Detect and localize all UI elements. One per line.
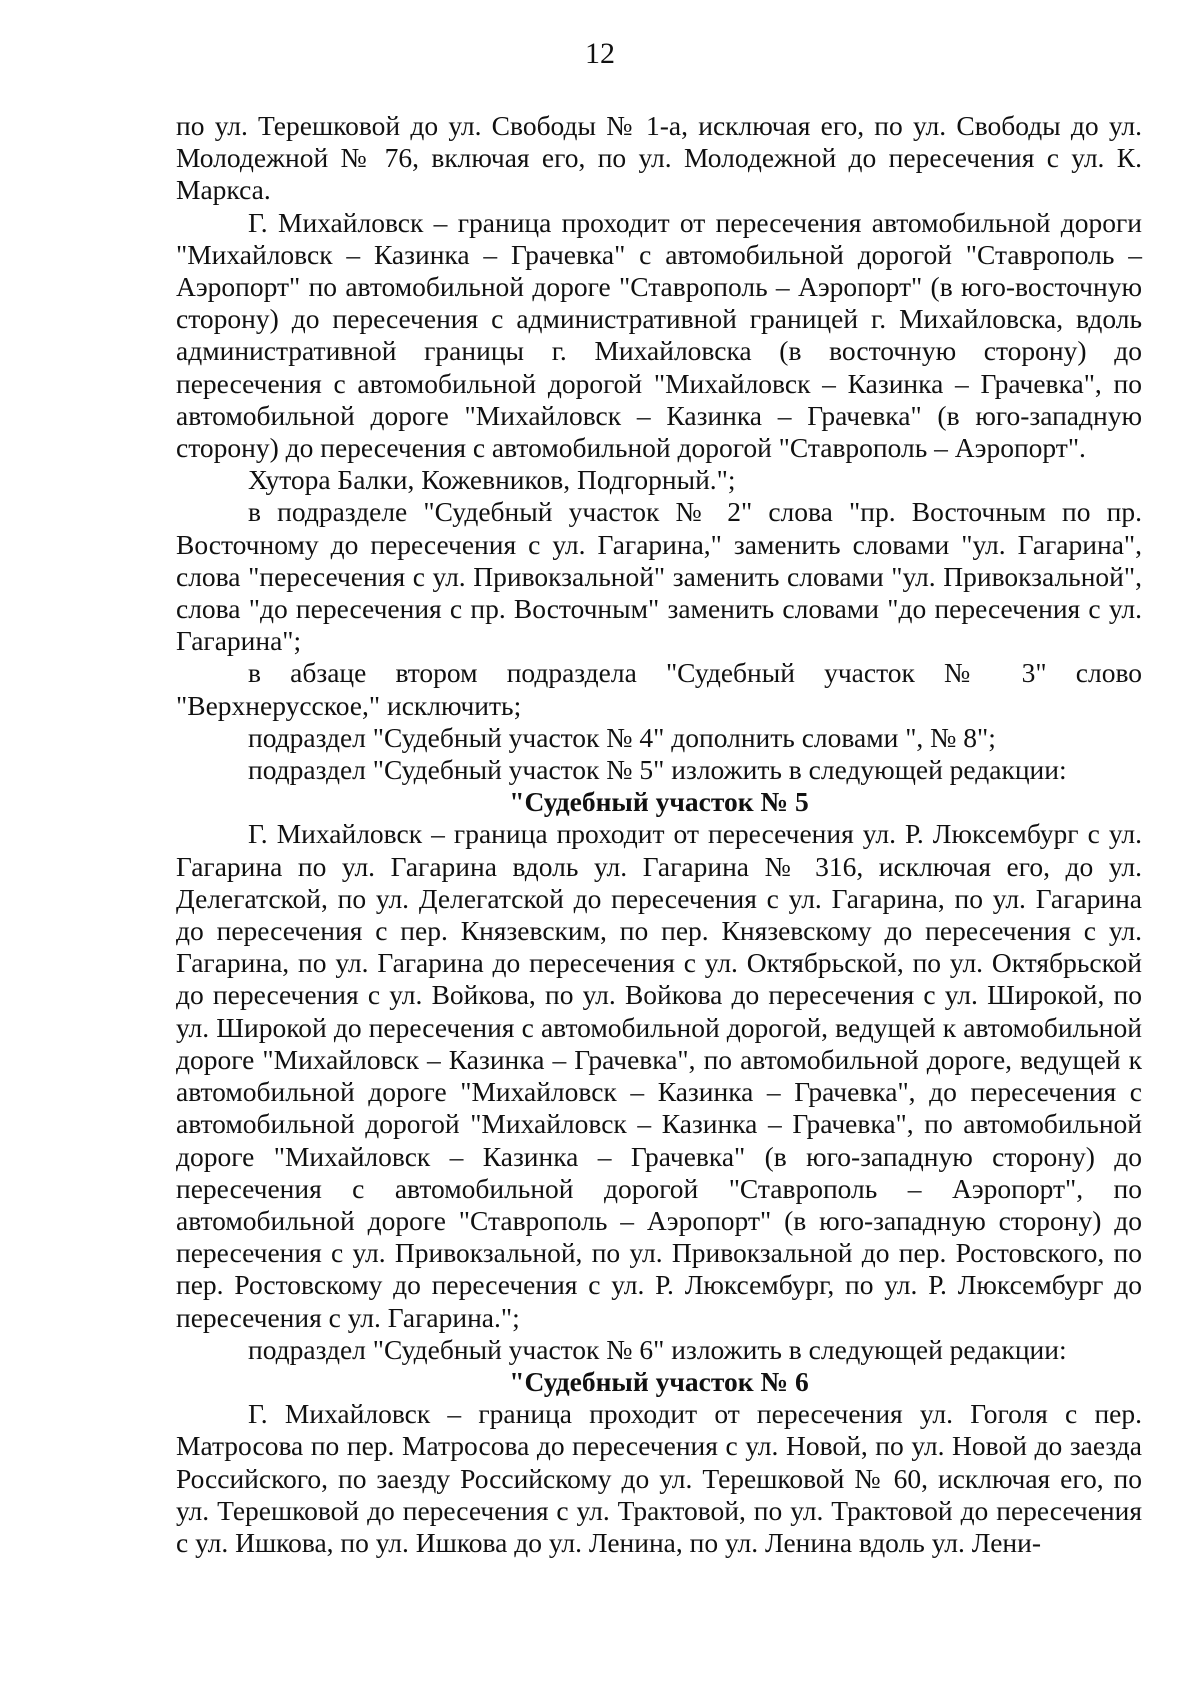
paragraph: Хутора Балки, Кожевников, Подгорный.";: [248, 464, 736, 496]
paragraph: подраздел "Судебный участок № 6" изложить в следующей редакции:: [248, 1333, 1067, 1365]
paragraph: подраздел "Судебный участок № 4" дополнить словами ", № 8";: [248, 721, 996, 753]
section-heading: "Судебный участок № 6: [509, 1365, 809, 1397]
paragraph: подраздел "Судебный участок № 5" изложить в следующей редакции:: [248, 754, 1067, 786]
section-heading: "Судебный участок № 5: [509, 786, 809, 818]
paragraph: в абзаце втором подраздела "Судебный участок № 3" слово "Верхнерусское," исключить;: [176, 657, 1142, 721]
page-number: 12: [585, 37, 615, 70]
paragraph: Г. Михайловск – граница проходит от пересечения ул. Р. Люксембург с ул. Гагарина по ул. Гагарина вдоль ул. Гагарина № 316, исключая его, до ул. Делегатской, по ул. Делегатской до пересечения с ул. Гагарина, по ул. Гагарина до пересечения с пер. Князевским, по пер. Князевскому до пересечения с ул. Гагарина, по ул. Гагарина до пересечения с ул. Октябрьской, по ул. Октябрьской до пересечения с ул. Войкова, по ул. Войкова до пересечения с ул. Широкой, по ул. Широкой до пересечения с автомобильной дорогой, ведущей к автомобильной дороге "Михайловск – Казинка – Грачевка", по автомобильной дороге, ведущей к автомобильной дороге "Михайловск – Казинка – Грачевка", до пересечения с автомобильной дорогой "Михайловск – Казинка – Грачевка", по автомобильной дороге "Михайловск – Казинка – Грачевка" (в юго-западную сторону) до пересечения с автомобильной дорогой "Ставрополь – Аэропорт", по автомобильной дороге "Ставрополь – Аэропорт" (в юго-западную сторону) до пересечения с ул. Привокзальной, по ул. Привокзальной до пер. Ростовского, по пер. Ростовскому до пересечения с ул. Р. Люксембург, по ул. Р. Люксембург до пересечения с ул. Гагарина.";: [176, 818, 1142, 1333]
paragraph: Г. Михайловск – граница проходит от пересечения ул. Гоголя с пер. Матросова по пер. Матросова до пересечения с ул. Новой, по ул. Новой до заезда Российского, по заезду Российскому до ул. Терешковой № 60, исключая его, по ул. Терешковой до пересечения с ул. Трактовой, по ул. Трактовой до пересечения с ул. Ишкова, по ул. Ишкова до ул. Ленина, по ул. Ленина вдоль ул. Лени-: [176, 1398, 1142, 1558]
paragraph: Г. Михайловск – граница проходит от пересечения автомобильной дороги "Михайловск – Казинка – Грачевка" с автомобильной дорогой "Ставрополь – Аэропорт" по автомобильной дороге "Ставрополь – Аэропорт" (в юго-восточную сторону) до пересечения с административной границей г. Михайловска, вдоль административной границы г. Михайловска (в восточную сторону) до пересечения с автомобильной дорогой "Михайловск – Казинка – Грачевка", по автомобильной дороге "Михайловск – Казинка – Грачевка" (в юго-западную сторону) до пересечения с автомобильной дорогой "Ставрополь – Аэропорт".: [176, 206, 1142, 464]
paragraph: в подразделе "Судебный участок № 2" слова "пр. Восточным по пр. Восточному до пересечения с ул. Гагарина," заменить словами "ул. Гагарина", слова "пересечения с ул. Привокзальной" заменить словами "ул. Привокзальной", слова "до пересечения с пр. Восточным" заменить словами "до пересечения с ул. Гагарина";: [176, 496, 1142, 657]
paragraph: по ул. Терешковой до ул. Свободы № 1-а, исключая его, по ул. Свободы до ул. Молодежной № 76, включая его, по ул. Молодежной до пересечения с ул. К. Маркса.: [176, 110, 1142, 206]
document-body: [176, 110, 1142, 1559]
